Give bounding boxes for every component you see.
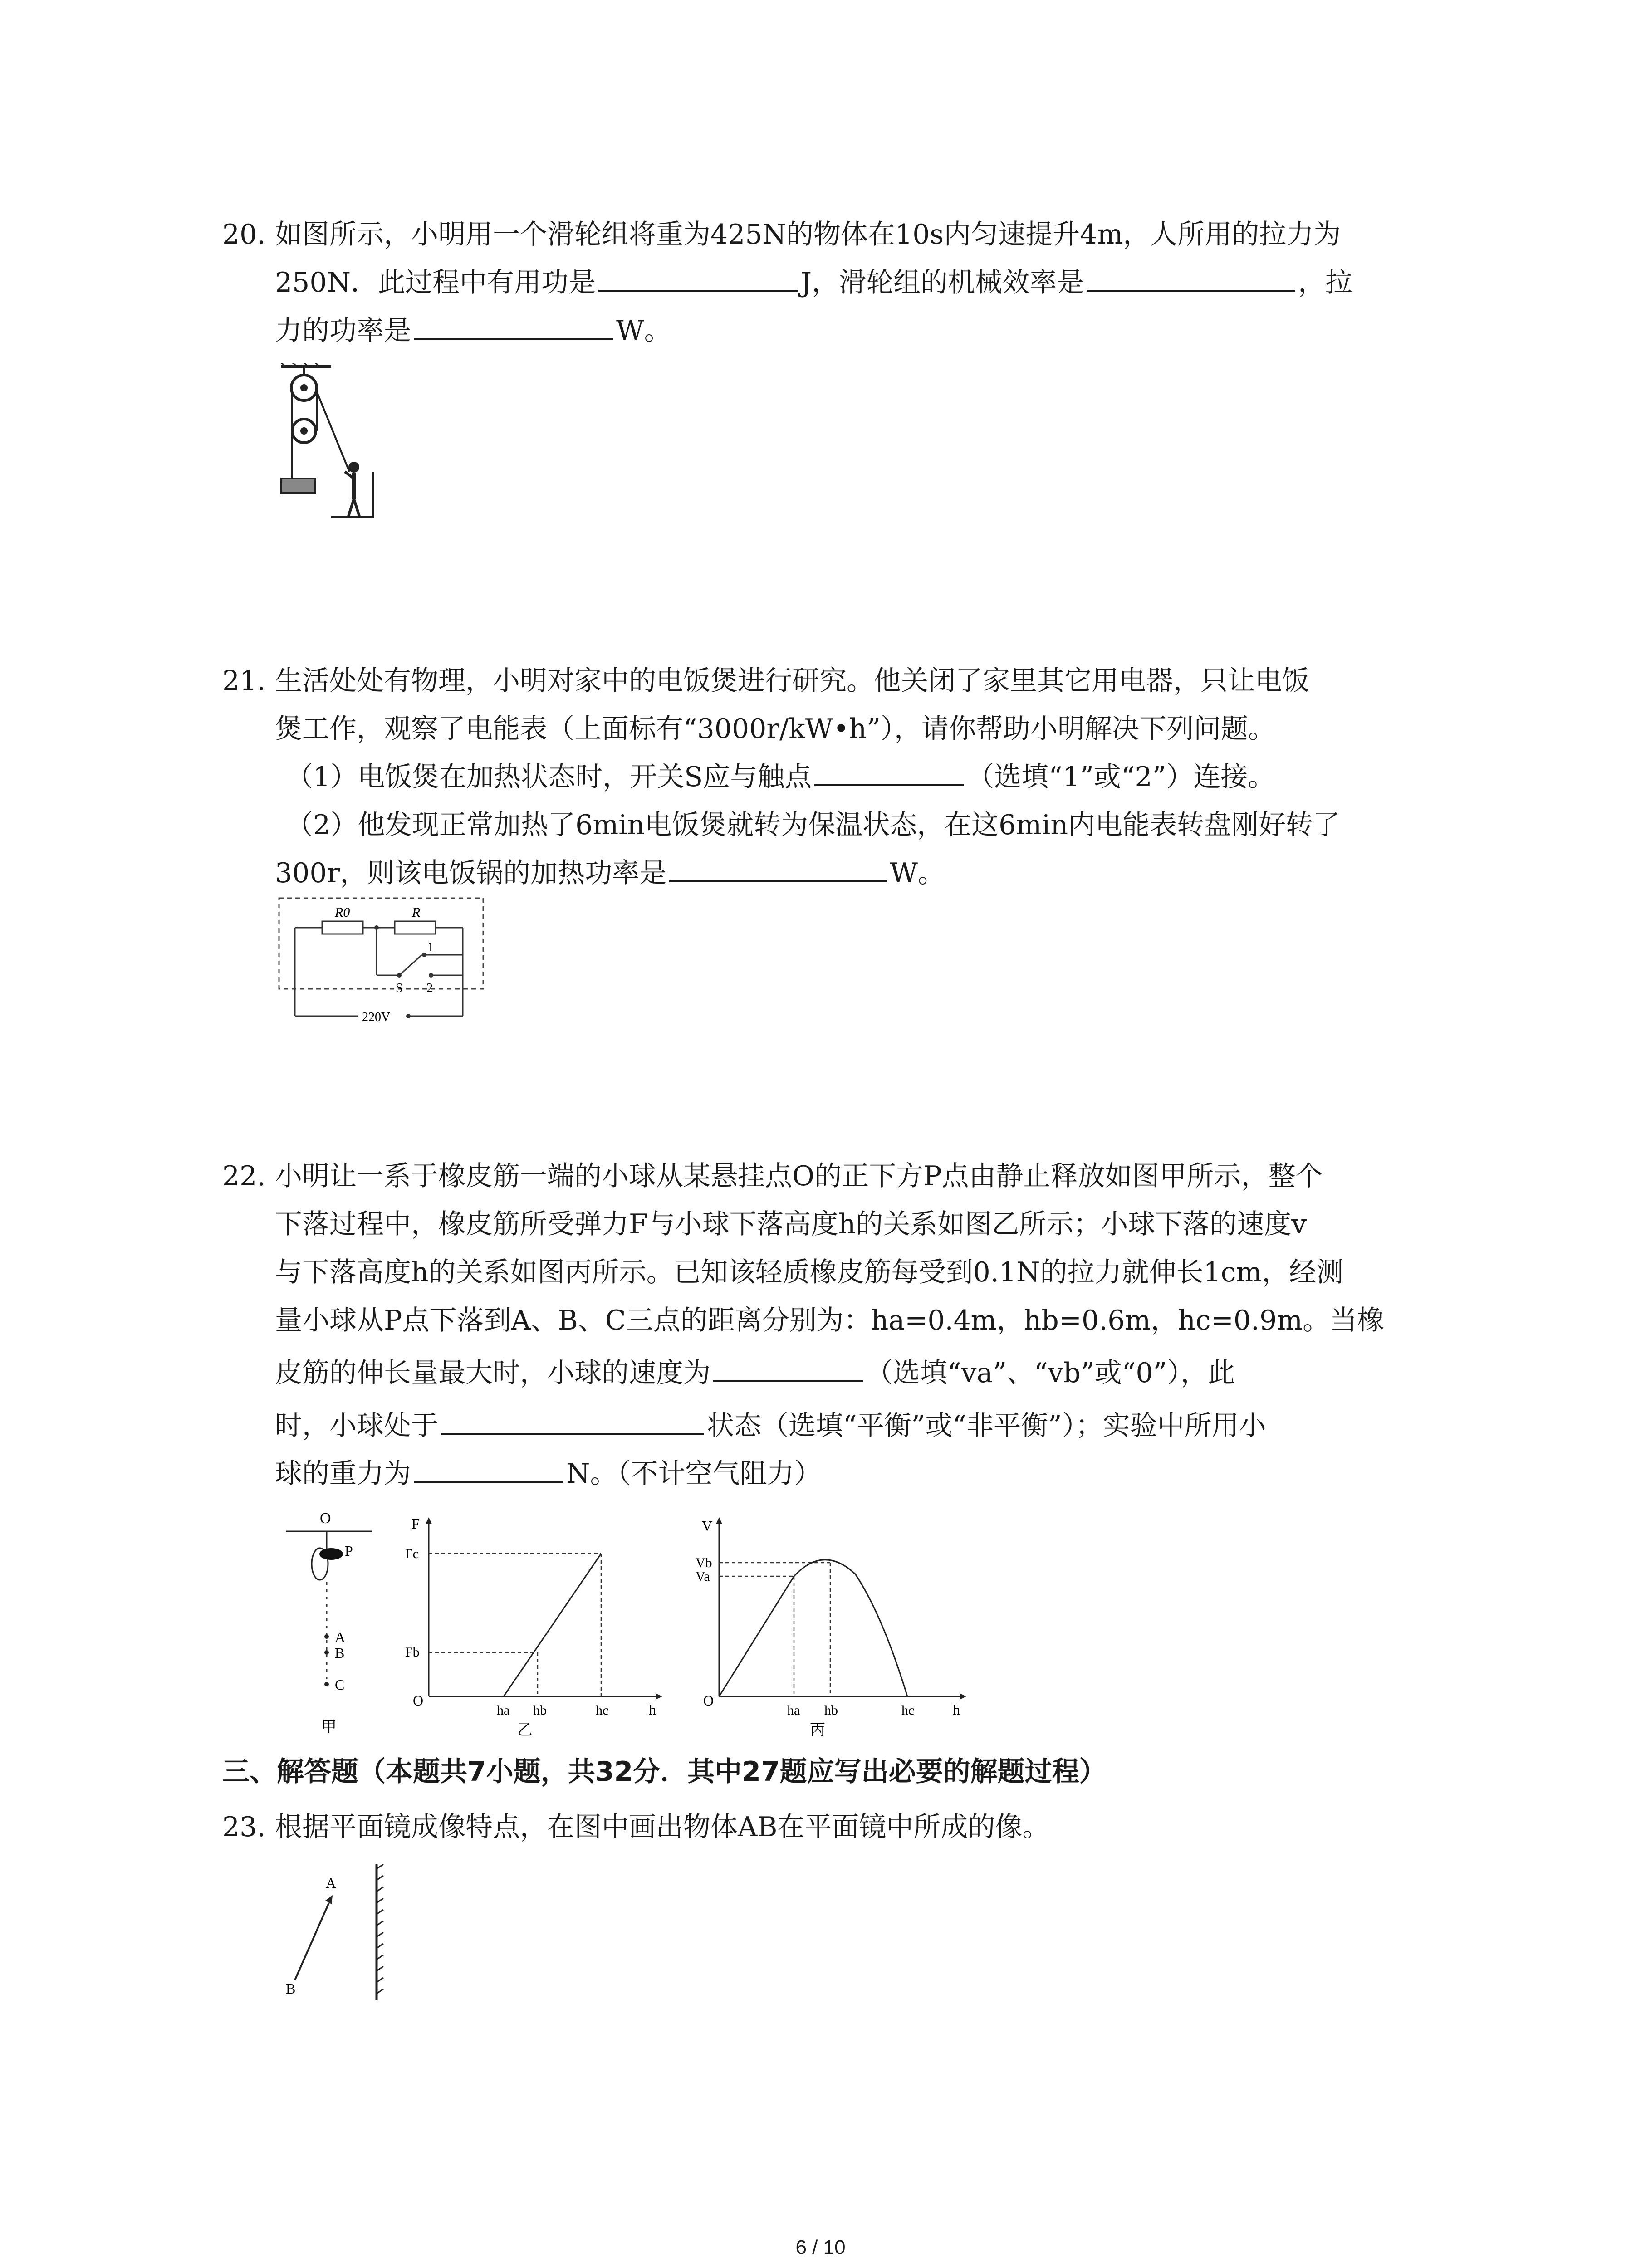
label-a: A (335, 1629, 346, 1645)
label-fb: Fb (405, 1645, 420, 1660)
axis-h: h (649, 1701, 656, 1718)
answer-blank-contact[interactable] (814, 759, 964, 786)
label-p: P (345, 1543, 353, 1559)
label-hc: hc (901, 1703, 915, 1718)
origin-o: O (413, 1692, 424, 1709)
q20-line-1: 20. 如图所示，小明用一个滑轮组将重为425N的物体在10s内匀速提升4m，人所用的拉力为 (222, 210, 1452, 259)
figure-bing (692, 1515, 973, 1737)
question-22 (222, 1152, 1452, 1498)
q22-line-4: 量小球从P点下落到A、B、C三点的距离分别为：ha=0.4m，hb=0.6m，hc=0.9m。当橡 (275, 1305, 1385, 1336)
q22-line-7: 球的重力为 N。（不计空气阻力） (222, 1450, 1452, 1498)
q22-number: 22. (222, 1160, 266, 1192)
answer-blank-gravity[interactable] (414, 1456, 563, 1483)
answer-blank-velocity[interactable] (713, 1355, 863, 1382)
q21-sub-1: （1）电饭煲在加热状态时，开关S应与触点 （选填“1”或“2”）连接。 (222, 753, 1452, 801)
label-point-b: B (286, 1980, 296, 1997)
page-number: 6 / 10 (795, 2236, 846, 2258)
question-23 (222, 1803, 1452, 1851)
q20-number: 20. (222, 219, 266, 250)
question-21 (222, 657, 1452, 897)
q21-sub-2: （2）他发现正常加热了6min电饭煲就转为保温状态，在这6min内电能表转盘刚好转了 (286, 809, 1340, 841)
label-r0: R0 (335, 905, 350, 920)
label-o: O (320, 1510, 331, 1527)
q23-line-1: 23. 根据平面镜成像特点，在图中画出物体AB在平面镜中所成的像。 (222, 1803, 1452, 1851)
caption-yi: 乙 (517, 1722, 533, 1737)
q20-line-3: 力的功率是 W。 (222, 307, 1452, 355)
q21-sub-2-line-2: 300r，则该电饭锅的加热功率是 W。 (222, 849, 1452, 897)
label-hc: hc (596, 1703, 609, 1718)
q22-line-3: 与下落高度h的关系如图丙所示。已知该轻质橡皮筋每受到0.1N的拉力就伸长1cm，经测 (275, 1256, 1344, 1288)
caption-bing: 丙 (810, 1722, 825, 1737)
label-fc: Fc (405, 1546, 419, 1561)
label-va: Va (696, 1569, 710, 1584)
axis-v: V (702, 1518, 713, 1534)
label-point-a: A (326, 1875, 337, 1891)
label-b: B (335, 1645, 345, 1661)
figure-jia (281, 1505, 381, 1736)
mirror-figure (274, 1864, 411, 2009)
caption-jia: 甲 (321, 1719, 337, 1735)
label-hb: hb (533, 1703, 547, 1718)
answer-blank-heating-power[interactable] (669, 855, 887, 882)
label-vb: Vb (696, 1555, 712, 1570)
answer-blank-state[interactable] (441, 1408, 704, 1435)
origin-o: O (703, 1692, 714, 1709)
q22-line-1: 22. 小明让一系于橡皮筋一端的小球从某悬挂点O的正下方P点由静止释放如图甲所示，整个 (222, 1152, 1452, 1200)
q21-number: 21. (222, 665, 266, 697)
section-3-title: 三、解答题（本题共7小题，共32分．其中27题应写出必要的解题过程） (222, 1756, 1107, 1788)
label-c: C (335, 1677, 345, 1693)
q22-line-5: 皮筋的伸长量最大时，小球的速度为 （选填“va”、“vb”或“0”），此 (222, 1349, 1452, 1397)
label-hb: hb (824, 1703, 838, 1718)
rice-cooker-circuit (277, 896, 485, 1025)
figure-yi (402, 1515, 665, 1737)
answer-blank-power[interactable] (414, 313, 613, 340)
q20-line-2: 250N．此过程中有用功是 J，滑轮组的机械效率是 ，拉 (222, 259, 1452, 307)
q23-number: 23. (222, 1811, 266, 1843)
label-ha: ha (787, 1703, 800, 1718)
label-switch-s: S (396, 981, 403, 995)
q22-line-2: 下落过程中，橡皮筋所受弹力F与小球下落高度h的关系如图乙所示；小球下落的速度v (275, 1208, 1307, 1240)
pulley-figure (277, 363, 381, 526)
answer-blank-useful-work[interactable] (598, 264, 798, 292)
label-r: R (412, 905, 421, 920)
q21-line-1: 21. 生活处处有物理，小明对家中的电饭煲进行研究。他关闭了家里其它用电器，只让电饭 (222, 657, 1452, 705)
q22-line-6: 时，小球处于 状态（选填“平衡”或“非平衡”）；实验中所用小 (222, 1402, 1452, 1450)
label-contact-1: 1 (427, 940, 434, 954)
axis-h: h (953, 1701, 960, 1718)
label-ha: ha (497, 1703, 510, 1718)
question-20 (222, 210, 1452, 355)
label-220v: 220V (362, 1010, 391, 1024)
q21-line-2: 煲工作，观察了电能表（上面标有“3000r/kW•h”），请你帮助小明解决下列问题。 (275, 713, 1275, 745)
axis-f: F (411, 1515, 420, 1532)
label-contact-2: 2 (426, 981, 433, 995)
answer-blank-efficiency[interactable] (1087, 264, 1295, 292)
